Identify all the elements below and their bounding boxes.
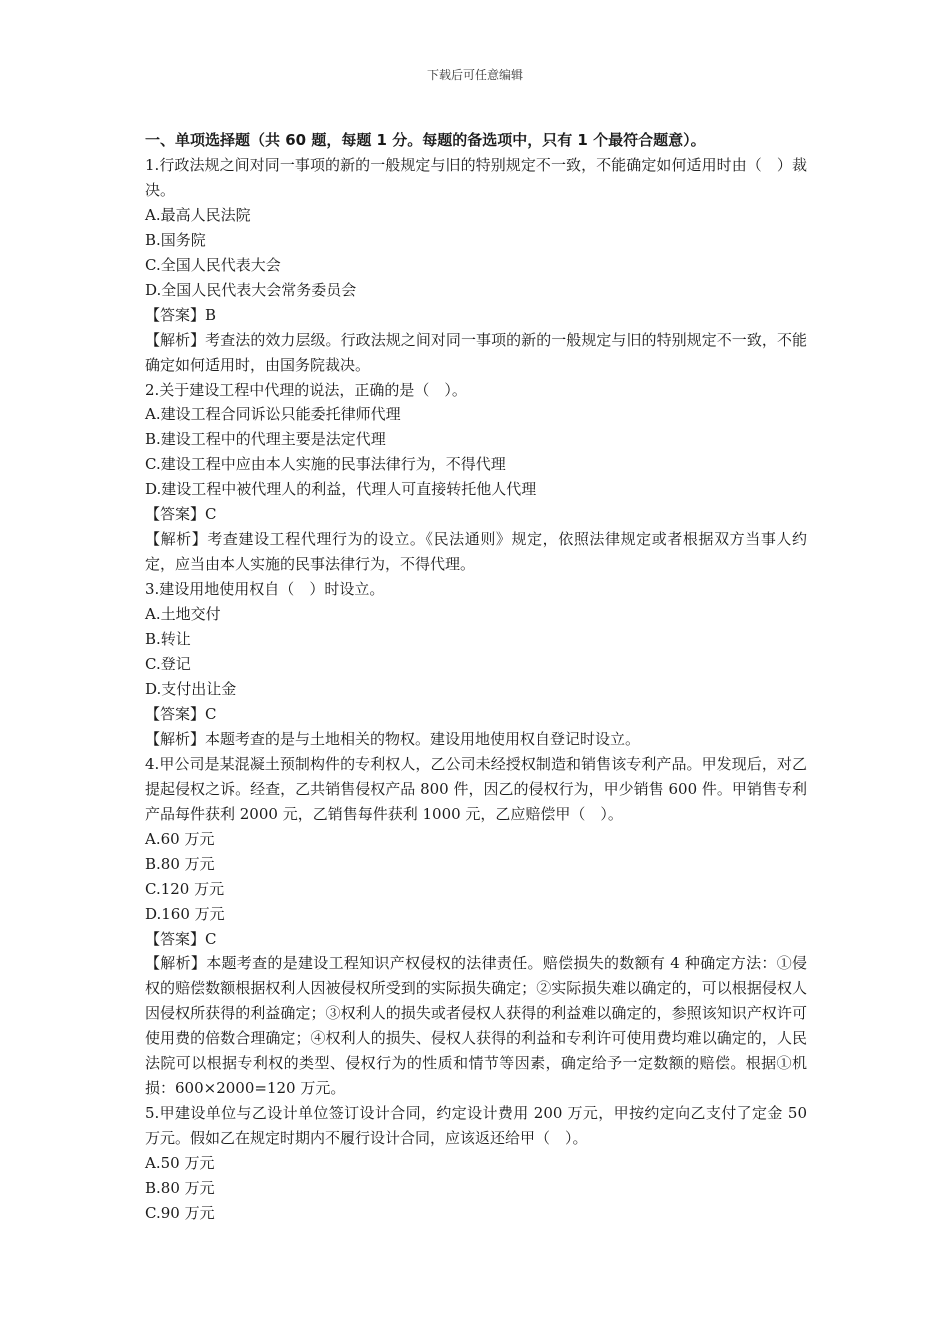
analysis: 【解析】考查法的效力层级。行政法规之间对同一事项的新的一般规定与旧的特别规定不一致，不能确定如何适用时，由国务院裁决。 bbox=[145, 330, 807, 374]
question-stem: 3.建设用地使用权自（ ）时设立。 bbox=[145, 580, 385, 599]
question-4 bbox=[145, 752, 807, 1101]
option-b: B.国务院 bbox=[145, 230, 206, 249]
analysis: 【解析】本题考查的是建设工程知识产权侵权的法律责任。赔偿损失的数额有 4 种确定方法：①侵权的赔偿数额根据权利人因被侵权所受到的实际损失确定；②实际损失难以确定的，可以根据侵权人因侵权所获得的利益确定；③权利人的损失或者侵权人获得的利益难以确定的，参照该知识产权许可使用费的倍数合理确定；④权利人的损失、侵权人获得的利益和专利许可使用费均难以确定的，人民法院可以根据专利权的类型、侵权行为的性质和情节等因素，确定给予一定数额的赔偿。根据①机损：600×2000=120 万元。 bbox=[145, 954, 807, 1098]
option-b: B.建设工程中的代理主要是法定代理 bbox=[145, 430, 386, 449]
option-a: A.建设工程合同诉讼只能委托律师代理 bbox=[145, 405, 401, 424]
question-1 bbox=[145, 153, 807, 378]
option-b: B.转让 bbox=[145, 630, 191, 649]
answer: 【答案】C bbox=[145, 929, 217, 948]
question-stem: 4.甲公司是某混凝土预制构件的专利权人，乙公司未经授权制造和销售该专利产品。甲发现后，对乙提起侵权之诉。经查，乙共销售侵权产品 800 件，因乙的侵权行为，甲少销售 600 件。甲销售专利产品每件获利 2000 元，乙销售每件获利 1000 元，乙应赔偿甲（ ）。 bbox=[145, 754, 807, 823]
option-b: B.80 万元 bbox=[145, 1179, 215, 1198]
option-d: D.全国人民代表大会常务委员会 bbox=[145, 280, 357, 299]
option-a: A.60 万元 bbox=[145, 829, 215, 848]
answer: 【答案】B bbox=[145, 305, 217, 324]
option-c: C.登记 bbox=[145, 655, 191, 674]
option-c: C.120 万元 bbox=[145, 879, 225, 898]
question-stem: 1.行政法规之间对同一事项的新的一般规定与旧的特别规定不一致，不能确定如何适用时由（ ）裁决。 bbox=[145, 155, 807, 199]
option-c: C.全国人民代表大会 bbox=[145, 255, 281, 274]
question-3 bbox=[145, 577, 807, 752]
option-c: C.90 万元 bbox=[145, 1203, 215, 1222]
answer: 【答案】C bbox=[145, 505, 217, 524]
option-a: A.50 万元 bbox=[145, 1154, 215, 1173]
option-d: D.建设工程中被代理人的利益，代理人可直接转托他人代理 bbox=[145, 480, 537, 499]
question-2 bbox=[145, 378, 807, 578]
question-stem: 2.关于建设工程中代理的说法，正确的是（ ）。 bbox=[145, 380, 467, 399]
option-a: A.土地交付 bbox=[145, 605, 221, 624]
option-d: D.160 万元 bbox=[145, 904, 225, 923]
option-c: C.建设工程中应由本人实施的民事法律行为，不得代理 bbox=[145, 455, 506, 474]
analysis: 【解析】考查建设工程代理行为的设立。《民法通则》规定，依照法律规定或者根据双方当事人约定，应当由本人实施的民事法律行为，不得代理。 bbox=[145, 530, 807, 574]
section-title: 一、单项选择题（共 60 题，每题 1 分。每题的备选项中，只有 1 个最符合题意）。 bbox=[145, 131, 706, 149]
option-a: A.最高人民法院 bbox=[145, 205, 251, 224]
question-stem: 5.甲建设单位与乙设计单位签订设计合同，约定设计费用 200 万元，甲按约定向乙支付了定金 50 万元。假如乙在规定时期内不履行设计合同，应该返还给甲（ ）。 bbox=[145, 1104, 807, 1148]
document-body bbox=[145, 128, 807, 1226]
page-header-note: 下载后可任意编辑 bbox=[426, 68, 523, 82]
analysis: 【解析】本题考查的是与土地相关的物权。建设用地使用权自登记时设立。 bbox=[145, 729, 641, 748]
option-b: B.80 万元 bbox=[145, 854, 215, 873]
option-d: D.支付出让金 bbox=[145, 679, 237, 698]
answer: 【答案】C bbox=[145, 704, 217, 723]
question-5 bbox=[145, 1101, 807, 1226]
